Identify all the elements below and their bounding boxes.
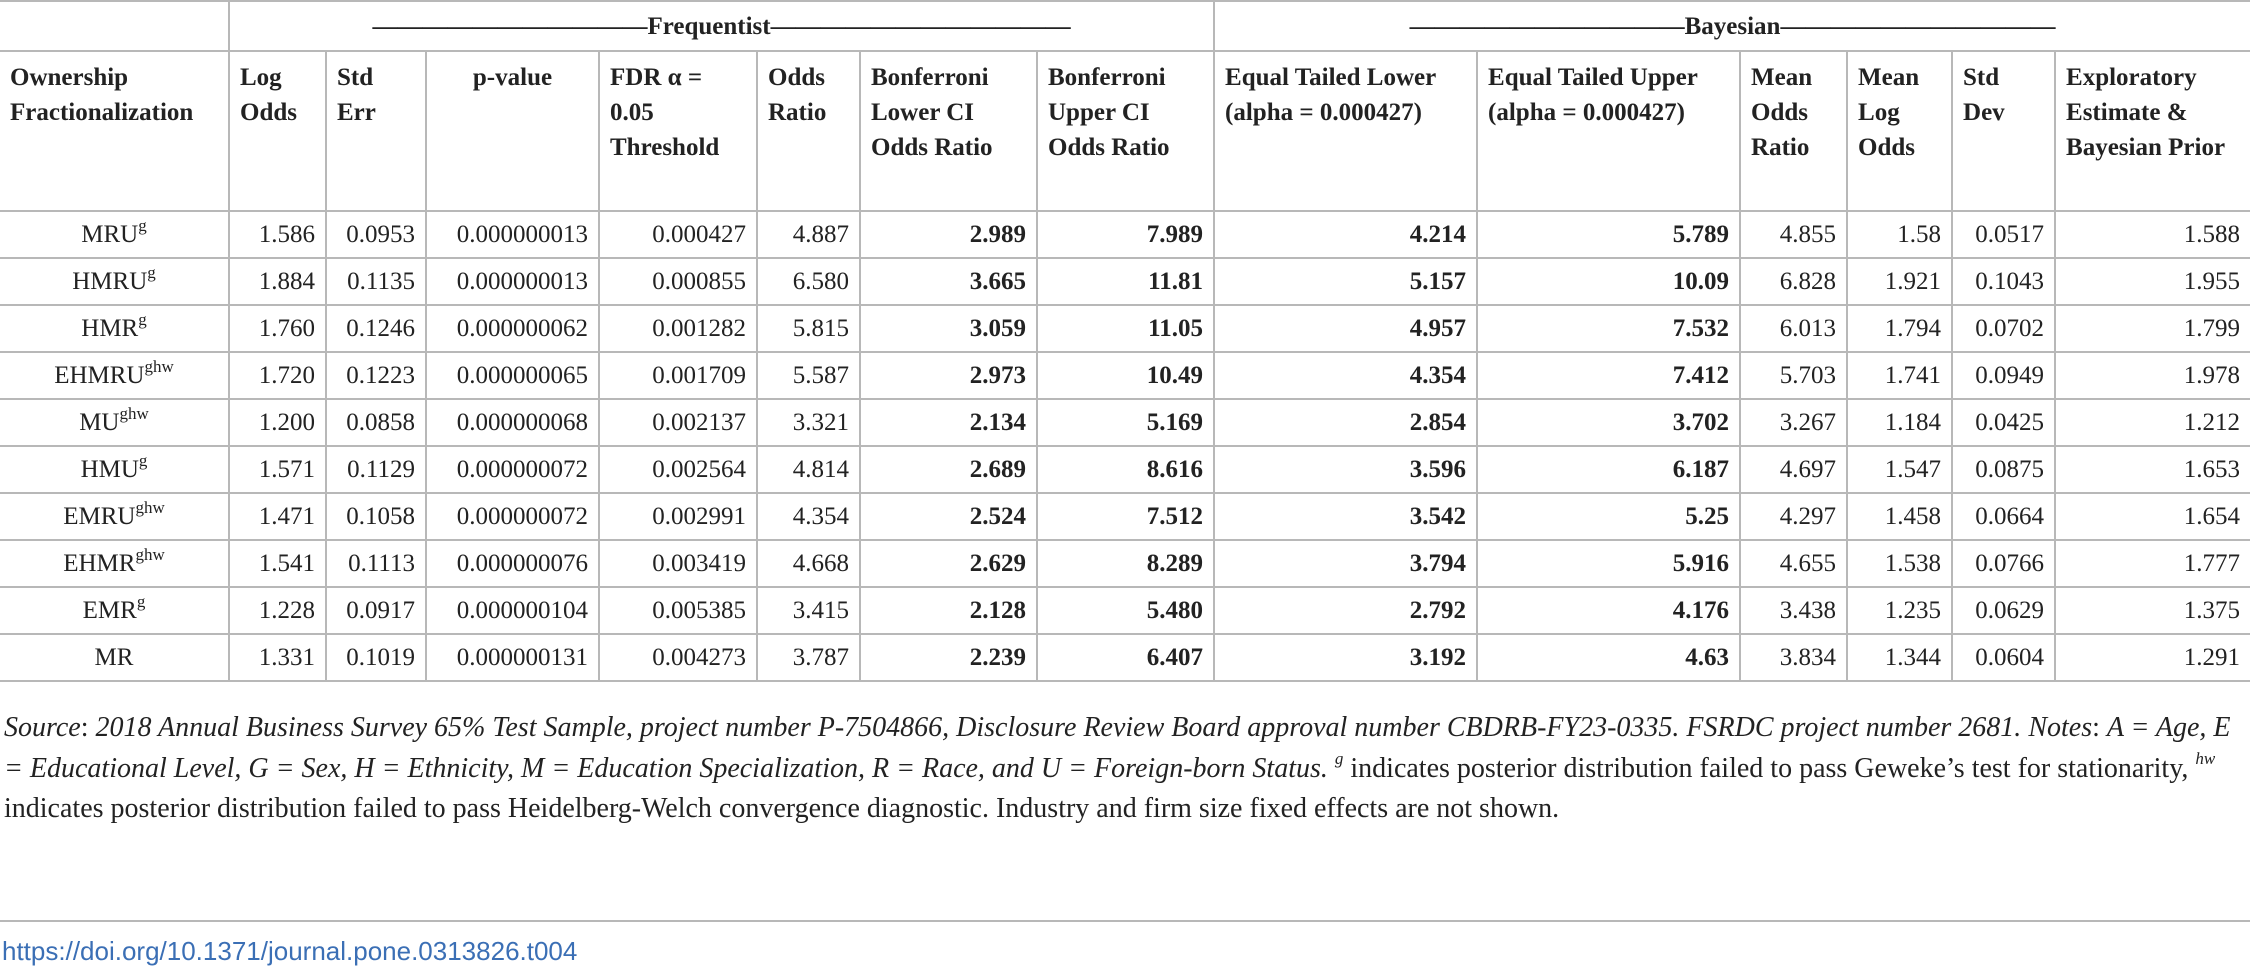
source-text: 2018 Annual Business Survey 65% Test Sample, project number P-7504866, Disclosure Review Board approval number CBDRB-FY23-0335. FSRDC project number 2681. xyxy=(95,712,2022,743)
table-cell: 0.003419 xyxy=(599,540,757,587)
column-header: Bonferroni Lower CI Odds Ratio xyxy=(860,51,1037,211)
row-label-superscript: g xyxy=(138,450,148,470)
table-cell: 0.000000068 xyxy=(426,399,599,446)
table-cell: 0.0664 xyxy=(1952,493,2055,540)
table-cell: 1.228 xyxy=(229,587,326,634)
table-row xyxy=(0,258,2250,305)
column-header: Ownership Fractionalization xyxy=(0,51,229,211)
table-cell: 1.978 xyxy=(2055,352,2250,399)
table-cell: 0.000855 xyxy=(599,258,757,305)
column-header: Bonferroni Upper CI Odds Ratio xyxy=(1037,51,1214,211)
table-cell: 4.855 xyxy=(1740,211,1847,258)
table-cell: 0.0917 xyxy=(326,587,426,634)
table-cell: 8.616 xyxy=(1037,446,1214,493)
column-header: Mean Odds Ratio xyxy=(1740,51,1847,211)
column-header: Mean Log Odds xyxy=(1847,51,1952,211)
table-cell: 2.973 xyxy=(860,352,1037,399)
row-label-superscript: g xyxy=(136,591,146,611)
column-header: FDR α = 0.05 Threshold xyxy=(599,51,757,211)
table-cell: 2.524 xyxy=(860,493,1037,540)
table-cell: 0.1129 xyxy=(326,446,426,493)
table-cell: 1.58 xyxy=(1847,211,1952,258)
table-cell: 4.697 xyxy=(1740,446,1847,493)
table-body xyxy=(0,211,2250,681)
table-cell: 0.000000013 xyxy=(426,258,599,305)
row-label xyxy=(0,587,229,634)
row-label-text: MRU xyxy=(81,221,139,248)
table-cell: 1.547 xyxy=(1847,446,1952,493)
table-cell: 0.001709 xyxy=(599,352,757,399)
table-row xyxy=(0,540,2250,587)
table-cell: 4.354 xyxy=(1214,352,1477,399)
table-cell: 3.794 xyxy=(1214,540,1477,587)
table-cell: 0.0517 xyxy=(1952,211,2055,258)
table-cell: 11.05 xyxy=(1037,305,1214,352)
table-cell: 4.814 xyxy=(757,446,860,493)
table-cell: 0.002564 xyxy=(599,446,757,493)
table-cell: 3.834 xyxy=(1740,634,1847,681)
row-label-superscript: g xyxy=(138,309,147,329)
table-cell: 7.989 xyxy=(1037,211,1214,258)
doi-link[interactable]: https://doi.org/10.1371/journal.pone.0313826.t004 xyxy=(2,936,578,966)
table-row xyxy=(0,305,2250,352)
table-cell: 0.1043 xyxy=(1952,258,2055,305)
table-cell: 0.002137 xyxy=(599,399,757,446)
table-row xyxy=(0,446,2250,493)
footnote-hw-marker: hw xyxy=(2195,749,2216,769)
group-header-blank xyxy=(0,1,229,51)
table-cell: 3.787 xyxy=(757,634,860,681)
table-cell: 5.587 xyxy=(757,352,860,399)
table-cell: 6.407 xyxy=(1037,634,1214,681)
table-cell: 0.000000076 xyxy=(426,540,599,587)
table-cell: 3.415 xyxy=(757,587,860,634)
footnote-g-text: indicates posterior distribution failed to pass Geweke’s test for stationarity, xyxy=(1350,752,2189,784)
row-label-superscript: g xyxy=(138,215,147,235)
table-cell: 2.854 xyxy=(1214,399,1477,446)
table-cell: 6.013 xyxy=(1740,305,1847,352)
row-label-superscript: ghw xyxy=(119,403,149,423)
column-header: p-value xyxy=(426,51,599,211)
table-cell: 4.957 xyxy=(1214,305,1477,352)
table-cell: 1.212 xyxy=(2055,399,2250,446)
column-header: Std Dev xyxy=(1952,51,2055,211)
table-row xyxy=(0,587,2250,634)
table-cell: 10.49 xyxy=(1037,352,1214,399)
row-label-text: MU xyxy=(79,409,120,436)
table-cell: 1.794 xyxy=(1847,305,1952,352)
table-cell: 1.538 xyxy=(1847,540,1952,587)
table-cell: 3.059 xyxy=(860,305,1037,352)
table-cell: 2.134 xyxy=(860,399,1037,446)
table-cell: 1.653 xyxy=(2055,446,2250,493)
row-label xyxy=(0,540,229,587)
table-cell: 1.571 xyxy=(229,446,326,493)
table-cell: 1.471 xyxy=(229,493,326,540)
table-cell: 0.000000131 xyxy=(426,634,599,681)
table-cell: 4.63 xyxy=(1477,634,1740,681)
row-label-superscript: g xyxy=(147,262,156,282)
table-cell: 0.1135 xyxy=(326,258,426,305)
table-cell: 0.0604 xyxy=(1952,634,2055,681)
column-header-row xyxy=(0,51,2250,211)
table-cell: 5.703 xyxy=(1740,352,1847,399)
table-cell: 0.005385 xyxy=(599,587,757,634)
source-label: Source xyxy=(4,712,81,743)
table-cell: 0.004273 xyxy=(599,634,757,681)
table-cell: 1.884 xyxy=(229,258,326,305)
table-cell: 1.375 xyxy=(2055,587,2250,634)
table-cell: 5.157 xyxy=(1214,258,1477,305)
table-cell: 3.542 xyxy=(1214,493,1477,540)
table-cell: 2.989 xyxy=(860,211,1037,258)
table-cell: 3.438 xyxy=(1740,587,1847,634)
table-row xyxy=(0,352,2250,399)
table-cell: 5.169 xyxy=(1037,399,1214,446)
table-cell: 0.0425 xyxy=(1952,399,2055,446)
row-label-superscript: ghw xyxy=(135,544,165,564)
table-cell: 0.1223 xyxy=(326,352,426,399)
table-cell: 0.0858 xyxy=(326,399,426,446)
table-cell: 1.921 xyxy=(1847,258,1952,305)
table-cell: 2.239 xyxy=(860,634,1037,681)
row-label-text: EHMR xyxy=(63,550,136,577)
table-cell: 5.480 xyxy=(1037,587,1214,634)
row-label xyxy=(0,305,229,352)
table-cell: 1.720 xyxy=(229,352,326,399)
table-cell: 0.1246 xyxy=(326,305,426,352)
table-row xyxy=(0,399,2250,446)
table-cell: 7.532 xyxy=(1477,305,1740,352)
table-cell: 1.344 xyxy=(1847,634,1952,681)
table-cell: 0.000000013 xyxy=(426,211,599,258)
table-cell: 1.184 xyxy=(1847,399,1952,446)
table-cell: 0.000000072 xyxy=(426,493,599,540)
table-cell: 1.331 xyxy=(229,634,326,681)
table-cell: 5.815 xyxy=(757,305,860,352)
row-label-text: HMR xyxy=(81,315,139,342)
table-cell: 1.458 xyxy=(1847,493,1952,540)
footnote-g-marker: g xyxy=(1334,749,1344,769)
notes-label: Notes xyxy=(2028,712,2093,743)
table-cell: 2.689 xyxy=(860,446,1037,493)
table-cell: 0.0766 xyxy=(1952,540,2055,587)
table-cell: 5.789 xyxy=(1477,211,1740,258)
column-header: Log Odds xyxy=(229,51,326,211)
table-cell: 0.0949 xyxy=(1952,352,2055,399)
row-label-text: HMU xyxy=(80,456,139,483)
table-cell: 0.1019 xyxy=(326,634,426,681)
column-header: Std Err xyxy=(326,51,426,211)
table-cell: 0.0629 xyxy=(1952,587,2055,634)
footnote-hw-text: indicates posterior distribution failed to pass Heidelberg-Welch convergence diagnostic. Industry and firm size fixed effects are not shown. xyxy=(4,793,1560,824)
row-label-superscript: ghw xyxy=(135,497,165,517)
row-label xyxy=(0,399,229,446)
table-cell: 4.176 xyxy=(1477,587,1740,634)
table-cell: 3.192 xyxy=(1214,634,1477,681)
row-label xyxy=(0,493,229,540)
table-cell: 1.588 xyxy=(2055,211,2250,258)
table-row xyxy=(0,493,2250,540)
table-cell: 0.0875 xyxy=(1952,446,2055,493)
divider-rule xyxy=(0,920,2250,922)
table-cell: 2.629 xyxy=(860,540,1037,587)
table-cell: 7.412 xyxy=(1477,352,1740,399)
table-cell: 3.665 xyxy=(860,258,1037,305)
table-cell: 4.354 xyxy=(757,493,860,540)
row-label-text: EMR xyxy=(82,597,137,624)
row-label-text: HMRU xyxy=(72,268,148,295)
table-cell: 4.214 xyxy=(1214,211,1477,258)
row-label xyxy=(0,352,229,399)
table-cell: 6.187 xyxy=(1477,446,1740,493)
row-label xyxy=(0,446,229,493)
table-cell: 11.81 xyxy=(1037,258,1214,305)
group-header-frequentist: ———————————Frequentist———————————— xyxy=(229,1,1214,51)
table-cell: 1.200 xyxy=(229,399,326,446)
table-cell: 6.828 xyxy=(1740,258,1847,305)
table-cell: 1.291 xyxy=(2055,634,2250,681)
table-cell: 1.760 xyxy=(229,305,326,352)
table-cell: 3.321 xyxy=(757,399,860,446)
table-row xyxy=(0,211,2250,258)
table-cell: 10.09 xyxy=(1477,258,1740,305)
table-cell: 5.25 xyxy=(1477,493,1740,540)
table-cell: 2.792 xyxy=(1214,587,1477,634)
column-header: Equal Tailed Upper (alpha = 0.000427) xyxy=(1477,51,1740,211)
column-header: Equal Tailed Lower (alpha = 0.000427) xyxy=(1214,51,1477,211)
table-cell: 5.916 xyxy=(1477,540,1740,587)
row-label-superscript: ghw xyxy=(144,356,174,376)
table-cell: 1.741 xyxy=(1847,352,1952,399)
column-header: Exploratory Estimate & Bayesian Prior xyxy=(2055,51,2250,211)
table-cell: 1.777 xyxy=(2055,540,2250,587)
table-row xyxy=(0,634,2250,681)
table-cell: 0.1058 xyxy=(326,493,426,540)
table-notes: Source: 2018 Annual Business Survey 65% Test Sample, project number P-7504866, Disclosure Review Board approval number CBDRB-FY23-0335. FSRDC project number 2681. Notes: A = Age, E = Educational Level, G = Sex, H = Ethnicity, M = Education Specialization, R = Race, and U = Foreign-born Status. $^g$ indicates posterior distribution failed to pass Geweke’s test for stationarity, $^{hw}$ indicates posterior distribution failed to pass Heidelberg-Welch convergence diagnostic. Industry and firm size fixed effects are not shown. xyxy=(4,712,2231,824)
row-label xyxy=(0,634,229,681)
column-header: Odds Ratio xyxy=(757,51,860,211)
table-cell: 3.267 xyxy=(1740,399,1847,446)
table-cell: 1.586 xyxy=(229,211,326,258)
table-cell: 0.000000072 xyxy=(426,446,599,493)
table-cell: 0.001282 xyxy=(599,305,757,352)
group-header-bayesian: ———————————Bayesian——————————— xyxy=(1214,1,2250,51)
row-label-text: EMRU xyxy=(63,503,136,530)
row-label xyxy=(0,258,229,305)
table-cell: 0.000000104 xyxy=(426,587,599,634)
table-cell: 4.297 xyxy=(1740,493,1847,540)
table-cell: 4.668 xyxy=(757,540,860,587)
table-cell: 0.000000065 xyxy=(426,352,599,399)
table-cell: 7.512 xyxy=(1037,493,1214,540)
table-cell: 1.654 xyxy=(2055,493,2250,540)
table-cell: 4.655 xyxy=(1740,540,1847,587)
table-cell: 0.0953 xyxy=(326,211,426,258)
row-label-text: EHMRU xyxy=(54,362,145,389)
table-cell: 1.799 xyxy=(2055,305,2250,352)
table-cell: 3.596 xyxy=(1214,446,1477,493)
table-cell: 4.887 xyxy=(757,211,860,258)
table-cell: 0.1113 xyxy=(326,540,426,587)
table-cell: 0.000427 xyxy=(599,211,757,258)
table-cell: 1.235 xyxy=(1847,587,1952,634)
table-cell: 1.955 xyxy=(2055,258,2250,305)
group-header-row xyxy=(0,1,2250,51)
table-cell: 0.000000062 xyxy=(426,305,599,352)
row-label-text: MR xyxy=(94,644,134,671)
table-cell: 3.702 xyxy=(1477,399,1740,446)
table-cell: 2.128 xyxy=(860,587,1037,634)
row-label xyxy=(0,211,229,258)
notes-text: A = Age, E = Educational Level, G = Sex, H = Ethnicity, M = Education Specialization, R = Race, and U = Foreign-born Status. xyxy=(4,712,2231,784)
table-cell: 0.002991 xyxy=(599,493,757,540)
table-cell: 8.289 xyxy=(1037,540,1214,587)
table-cell: 0.0702 xyxy=(1952,305,2055,352)
table-cell: 1.541 xyxy=(229,540,326,587)
table-cell: 6.580 xyxy=(757,258,860,305)
